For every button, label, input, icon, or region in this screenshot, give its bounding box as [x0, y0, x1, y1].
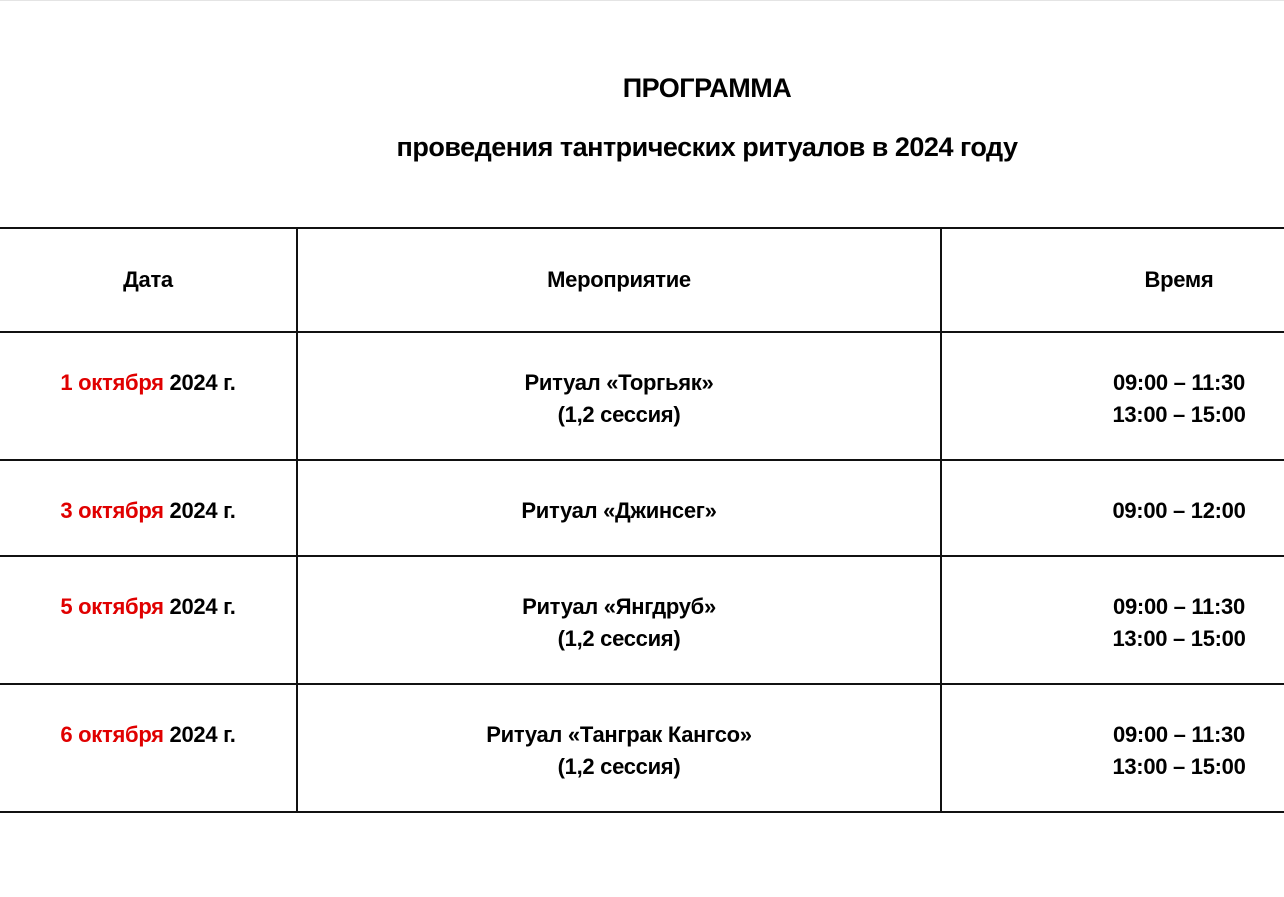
date-cell — [0, 684, 297, 812]
date-year: 2024 г. — [169, 498, 236, 523]
date-year: 2024 г. — [169, 594, 236, 619]
table-row — [0, 556, 1284, 684]
event-cell — [297, 460, 941, 556]
date-day: 1 октября — [60, 370, 164, 395]
time-cell — [941, 460, 1284, 556]
event-name: Ритуал «Джинсег» — [521, 498, 717, 523]
header-time: Время — [941, 228, 1284, 332]
document-subtitle: проведения тантрических ритуалов в 2024 году — [396, 132, 1018, 162]
date-cell — [0, 460, 297, 556]
event-name: Ритуал «Торгьяк» — [524, 370, 714, 395]
time-cell — [941, 684, 1284, 812]
date-year: 2024 г. — [169, 722, 236, 747]
time-slot: 13:00 – 15:00 — [1112, 402, 1246, 427]
event-name: Ритуал «Танграк Кангсо» — [486, 722, 752, 747]
document-title: ПРОГРАММА — [622, 73, 792, 103]
table-header-row — [0, 228, 1284, 332]
event-cell — [297, 332, 941, 460]
time-slot: 09:00 – 11:30 — [1113, 370, 1245, 395]
header-event: Мероприятие — [297, 228, 941, 332]
header-date: Дата — [0, 228, 297, 332]
schedule-table — [0, 227, 1284, 813]
event-note: (1,2 сессия) — [557, 626, 681, 651]
time-slot: 09:00 – 11:30 — [1113, 594, 1245, 619]
date-year: 2024 г. — [169, 370, 236, 395]
table-row — [0, 332, 1284, 460]
time-cell — [941, 556, 1284, 684]
time-cell — [941, 332, 1284, 460]
table-row — [0, 460, 1284, 556]
event-cell — [297, 556, 941, 684]
event-name: Ритуал «Янгдруб» — [522, 594, 716, 619]
table-row — [0, 684, 1284, 812]
time-slot: 13:00 – 15:00 — [1112, 754, 1246, 779]
event-note: (1,2 сессия) — [557, 402, 681, 427]
event-cell — [297, 684, 941, 812]
event-note: (1,2 сессия) — [557, 754, 681, 779]
time-slot: 09:00 – 12:00 — [1112, 498, 1246, 523]
date-cell — [0, 332, 297, 460]
date-cell — [0, 556, 297, 684]
time-slot: 09:00 – 11:30 — [1113, 722, 1245, 747]
date-day: 5 октября — [60, 594, 164, 619]
date-day: 3 октября — [60, 498, 164, 523]
time-slot: 13:00 – 15:00 — [1112, 626, 1246, 651]
date-day: 6 октября — [60, 722, 164, 747]
